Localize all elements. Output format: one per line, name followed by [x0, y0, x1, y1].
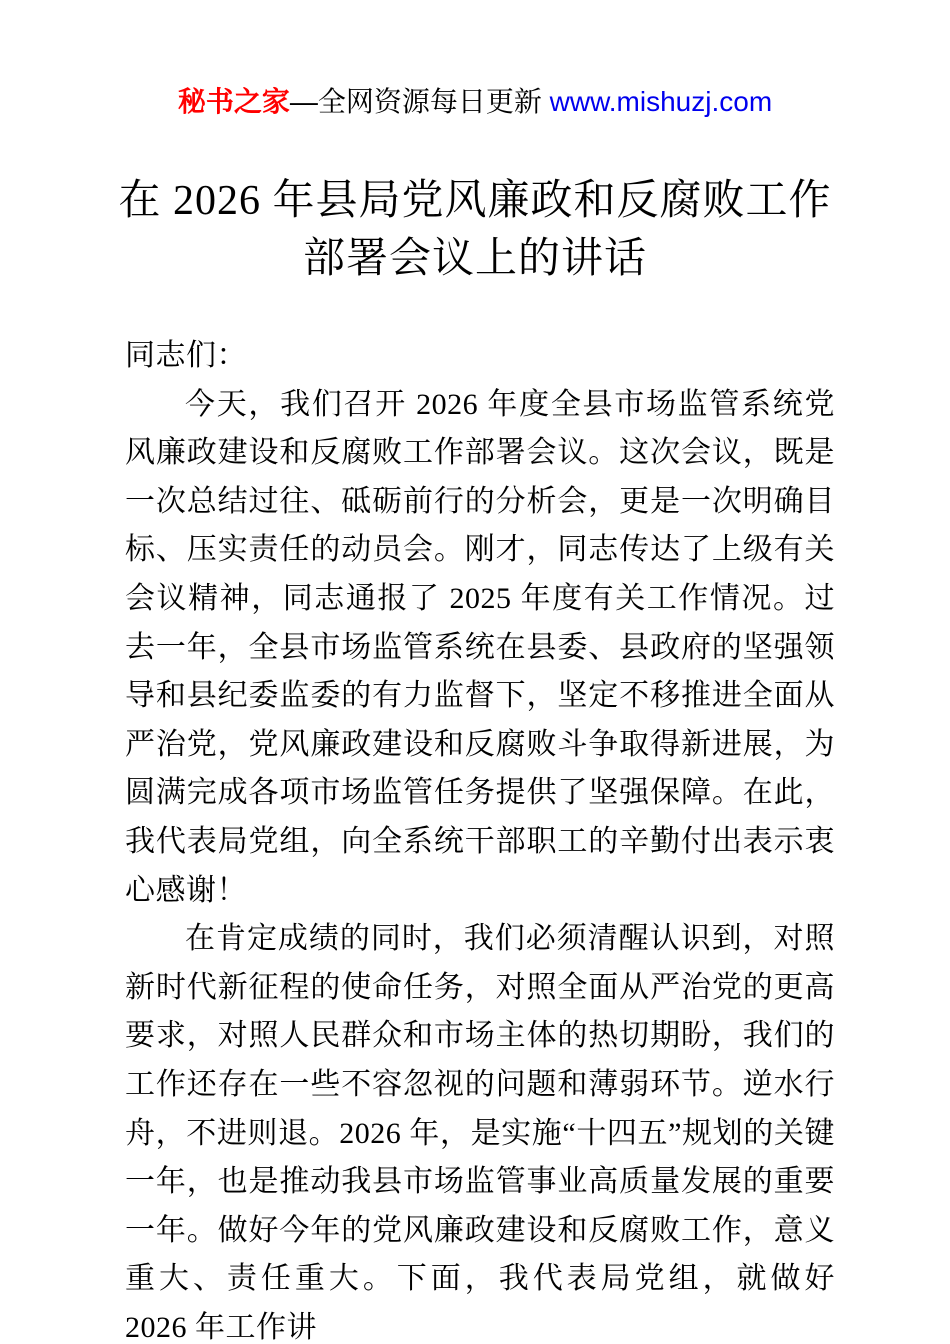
document-title	[0, 172, 950, 288]
salutation: 同志们：	[125, 339, 247, 372]
site-url-link[interactable]: www.mishuzj.com	[549, 86, 773, 117]
body-paragraph: 在肯定成绩的同时，我们必须清醒认识到，对照新时代新征程的使命任务，对照全面从严治党的更高要求，对照人民群众和市场主体的热切期盼，我们的工作还存在一些不容忽视的问题和薄弱环节。逆水行舟，不进则退。2026 年，是实施“十四五”规划的关键一年，也是推动我县市场监管事业高质量发展的重要一年。做好今年的党风廉政建设和反腐败工作，意义重大、责任重大。下面，我代表局党组，就做好 2026 年工作讲	[125, 922, 835, 1344]
document-body	[125, 332, 835, 1344]
body-paragraph: 今天，我们召开 2026 年度全县市场监管系统党风廉政建设和反腐败工作部署会议。这次会议，既是一次总结过往、砥砺前行的分析会，更是一次明确目标、压实责任的动员会。刚才，同志传达了上级有关会议精神，同志通报了 2025 年度有关工作情况。过去一年，全县市场监管系统在县委、县政府的坚强领导和县纪委监委的有力监督下，坚定不移推进全面从严治党，党风廉政建设和反腐败斗争取得新进展，为圆满完成各项市场监管任务提供了坚强保障。在此，我代表局党组，向全系统干部职工的辛勤付出表示衷心感谢！	[125, 387, 835, 907]
title-line-1: 在 2026 年县局党风廉政和反腐败工作	[118, 178, 832, 224]
site-brand: 秘书之家	[177, 86, 290, 117]
banner-tagline: —全网资源每日更新	[289, 86, 550, 117]
title-line-2: 部署会议上的讲话	[302, 236, 647, 282]
site-banner	[0, 0, 950, 120]
